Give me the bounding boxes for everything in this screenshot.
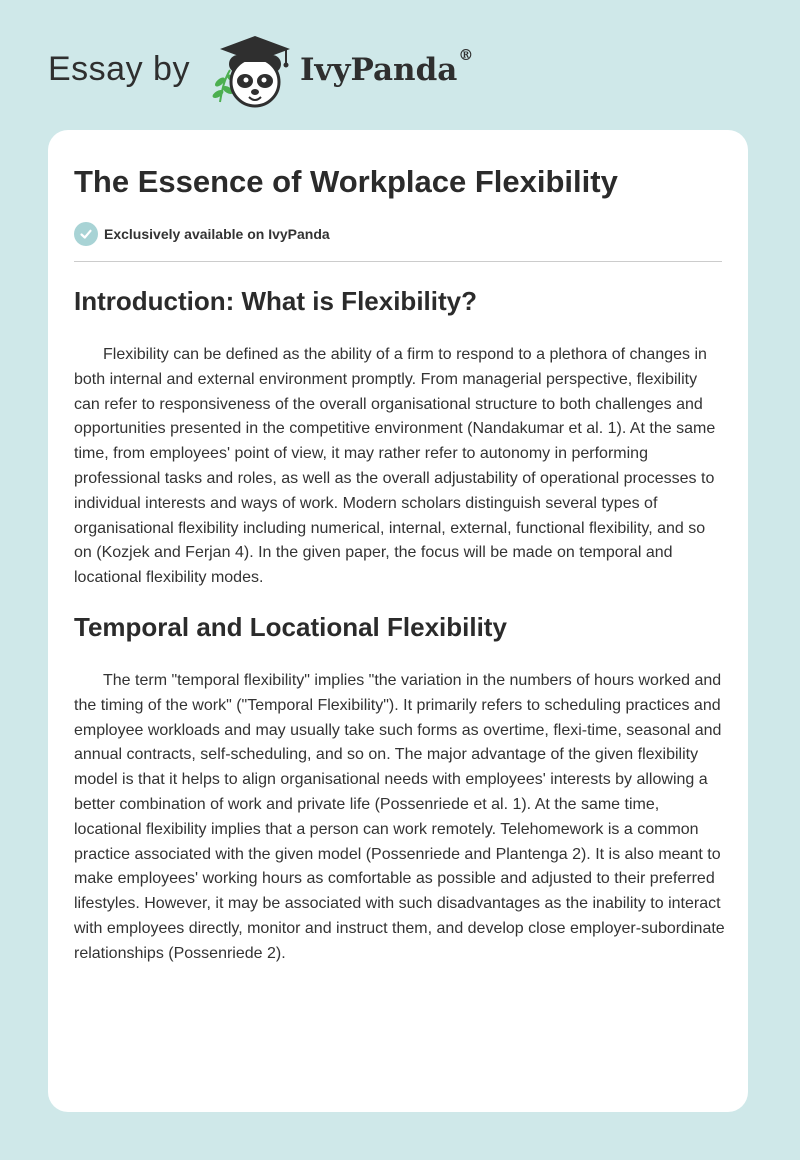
- exclusive-badge-text: Exclusively available on IvyPanda: [104, 226, 330, 242]
- section-heading-temporal-locational: Temporal and Locational Flexibility: [74, 612, 507, 642]
- title-divider: [74, 261, 722, 262]
- brand-header: [48, 32, 473, 112]
- exclusive-badge: [74, 222, 330, 246]
- registered-mark: ®: [458, 46, 474, 64]
- check-circle-icon: [74, 222, 98, 246]
- section-heading-introduction: Introduction: What is Flexibility?: [74, 286, 477, 316]
- document-title: The Essence of Workplace Flexibility: [74, 164, 618, 199]
- checkmark-icon: [79, 227, 93, 241]
- section-paragraph-introduction: Flexibility can be defined as the ability of a firm to respond to a plethora of changes in both internal and external environment promptly. From managerial perspective, flexibility can refer to responsiveness of the overall organisational structure to both challenges and opportunities presented in the competitive environment (Nandakumar et al. 1). At the same time, from employees' point of view, it may rather refer to autonomy in performing professional tasks and roles, as well as the overall adjustability of operational processes to individual interests and ways of work. Modern scholars distinguish several types of organisational flexibility including numerical, internal, external, functional flexibility, and so on (Kozjek and Ferjan 4). In the given paper, the focus will be made on temporal and locational flexibility modes.: [74, 346, 716, 587]
- document-card: [48, 130, 748, 1112]
- brand-prefix: Essay by: [48, 49, 190, 88]
- brand-name-text: IvyPanda: [299, 52, 458, 88]
- section-paragraph-temporal-locational: The term "temporal flexibility" implies "the variation in the numbers of hours worked and the timing of the work" ("Temporal Flexibility"). It primarily refers to scheduling practices and employee workloads and may usually take such forms as overtime, flexi-time, seasonal and annual contracts, self-scheduling, and so on. The major advantage of the given flexibility model is that it helps to align organisational needs with employees' interests by allowing a better combination of work and private life (Possenriede et al. 1). At the same time, locational flexibility implies that a person can work remotely. Telehomework is a common practice associated with the given model (Possenriede and Plantenga 2). It is also meant to make employees' working hours as comfortable as possible and adjusted to their preferred lifestyles. However, it may be associated with such disadvantages as the inability to interact with employees directly, monitor and instruct them, and develop close employer-subordinate relationships (Possenriede 2).: [74, 672, 725, 962]
- panda-logo-icon: [206, 32, 298, 112]
- brand-name: [299, 46, 474, 88]
